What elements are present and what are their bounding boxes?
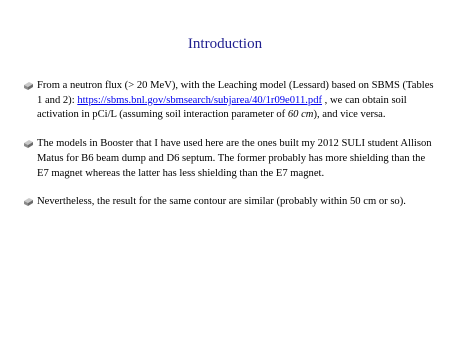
cube-bullet-icon xyxy=(24,82,33,90)
bullet-text: From a neutron flux (> 20 MeV), with the Leaching model (Lessard) based on SBMS (Tables 1 and 2): xyxy=(37,80,434,106)
bullet-text: ), and vice versa. xyxy=(313,109,386,121)
cube-bullet-icon xyxy=(24,198,33,206)
sbms-link[interactable]: https://sbms.bnl.gov/sbmsearch/subjarea/40/1r09e011.pdf xyxy=(77,94,323,106)
bullet-text: The models in Booster that I have used here are the ones built my 2012 SULI student Allison Matus for B6 beam dump and D6 septum. The former probably has more shielding than the E7 magnet whereas the latter has less shielding than the E7 magnet. xyxy=(37,138,432,179)
bullet-item xyxy=(22,79,434,123)
bullet-item xyxy=(22,137,434,181)
bullet-text-italic: 60 cm xyxy=(287,109,314,121)
bullet-text: Nevertheless, the result for the same contour are similar (probably within 50 cm or so). xyxy=(37,196,406,208)
bullet-item xyxy=(22,195,434,210)
bullet-text: , we can obtain soil activation in pCi/L (assuming soil interaction parameter of xyxy=(37,94,407,121)
bullet-list xyxy=(22,79,434,224)
cube-bullet-icon xyxy=(24,140,33,148)
slide-title: Introduction xyxy=(187,36,263,52)
